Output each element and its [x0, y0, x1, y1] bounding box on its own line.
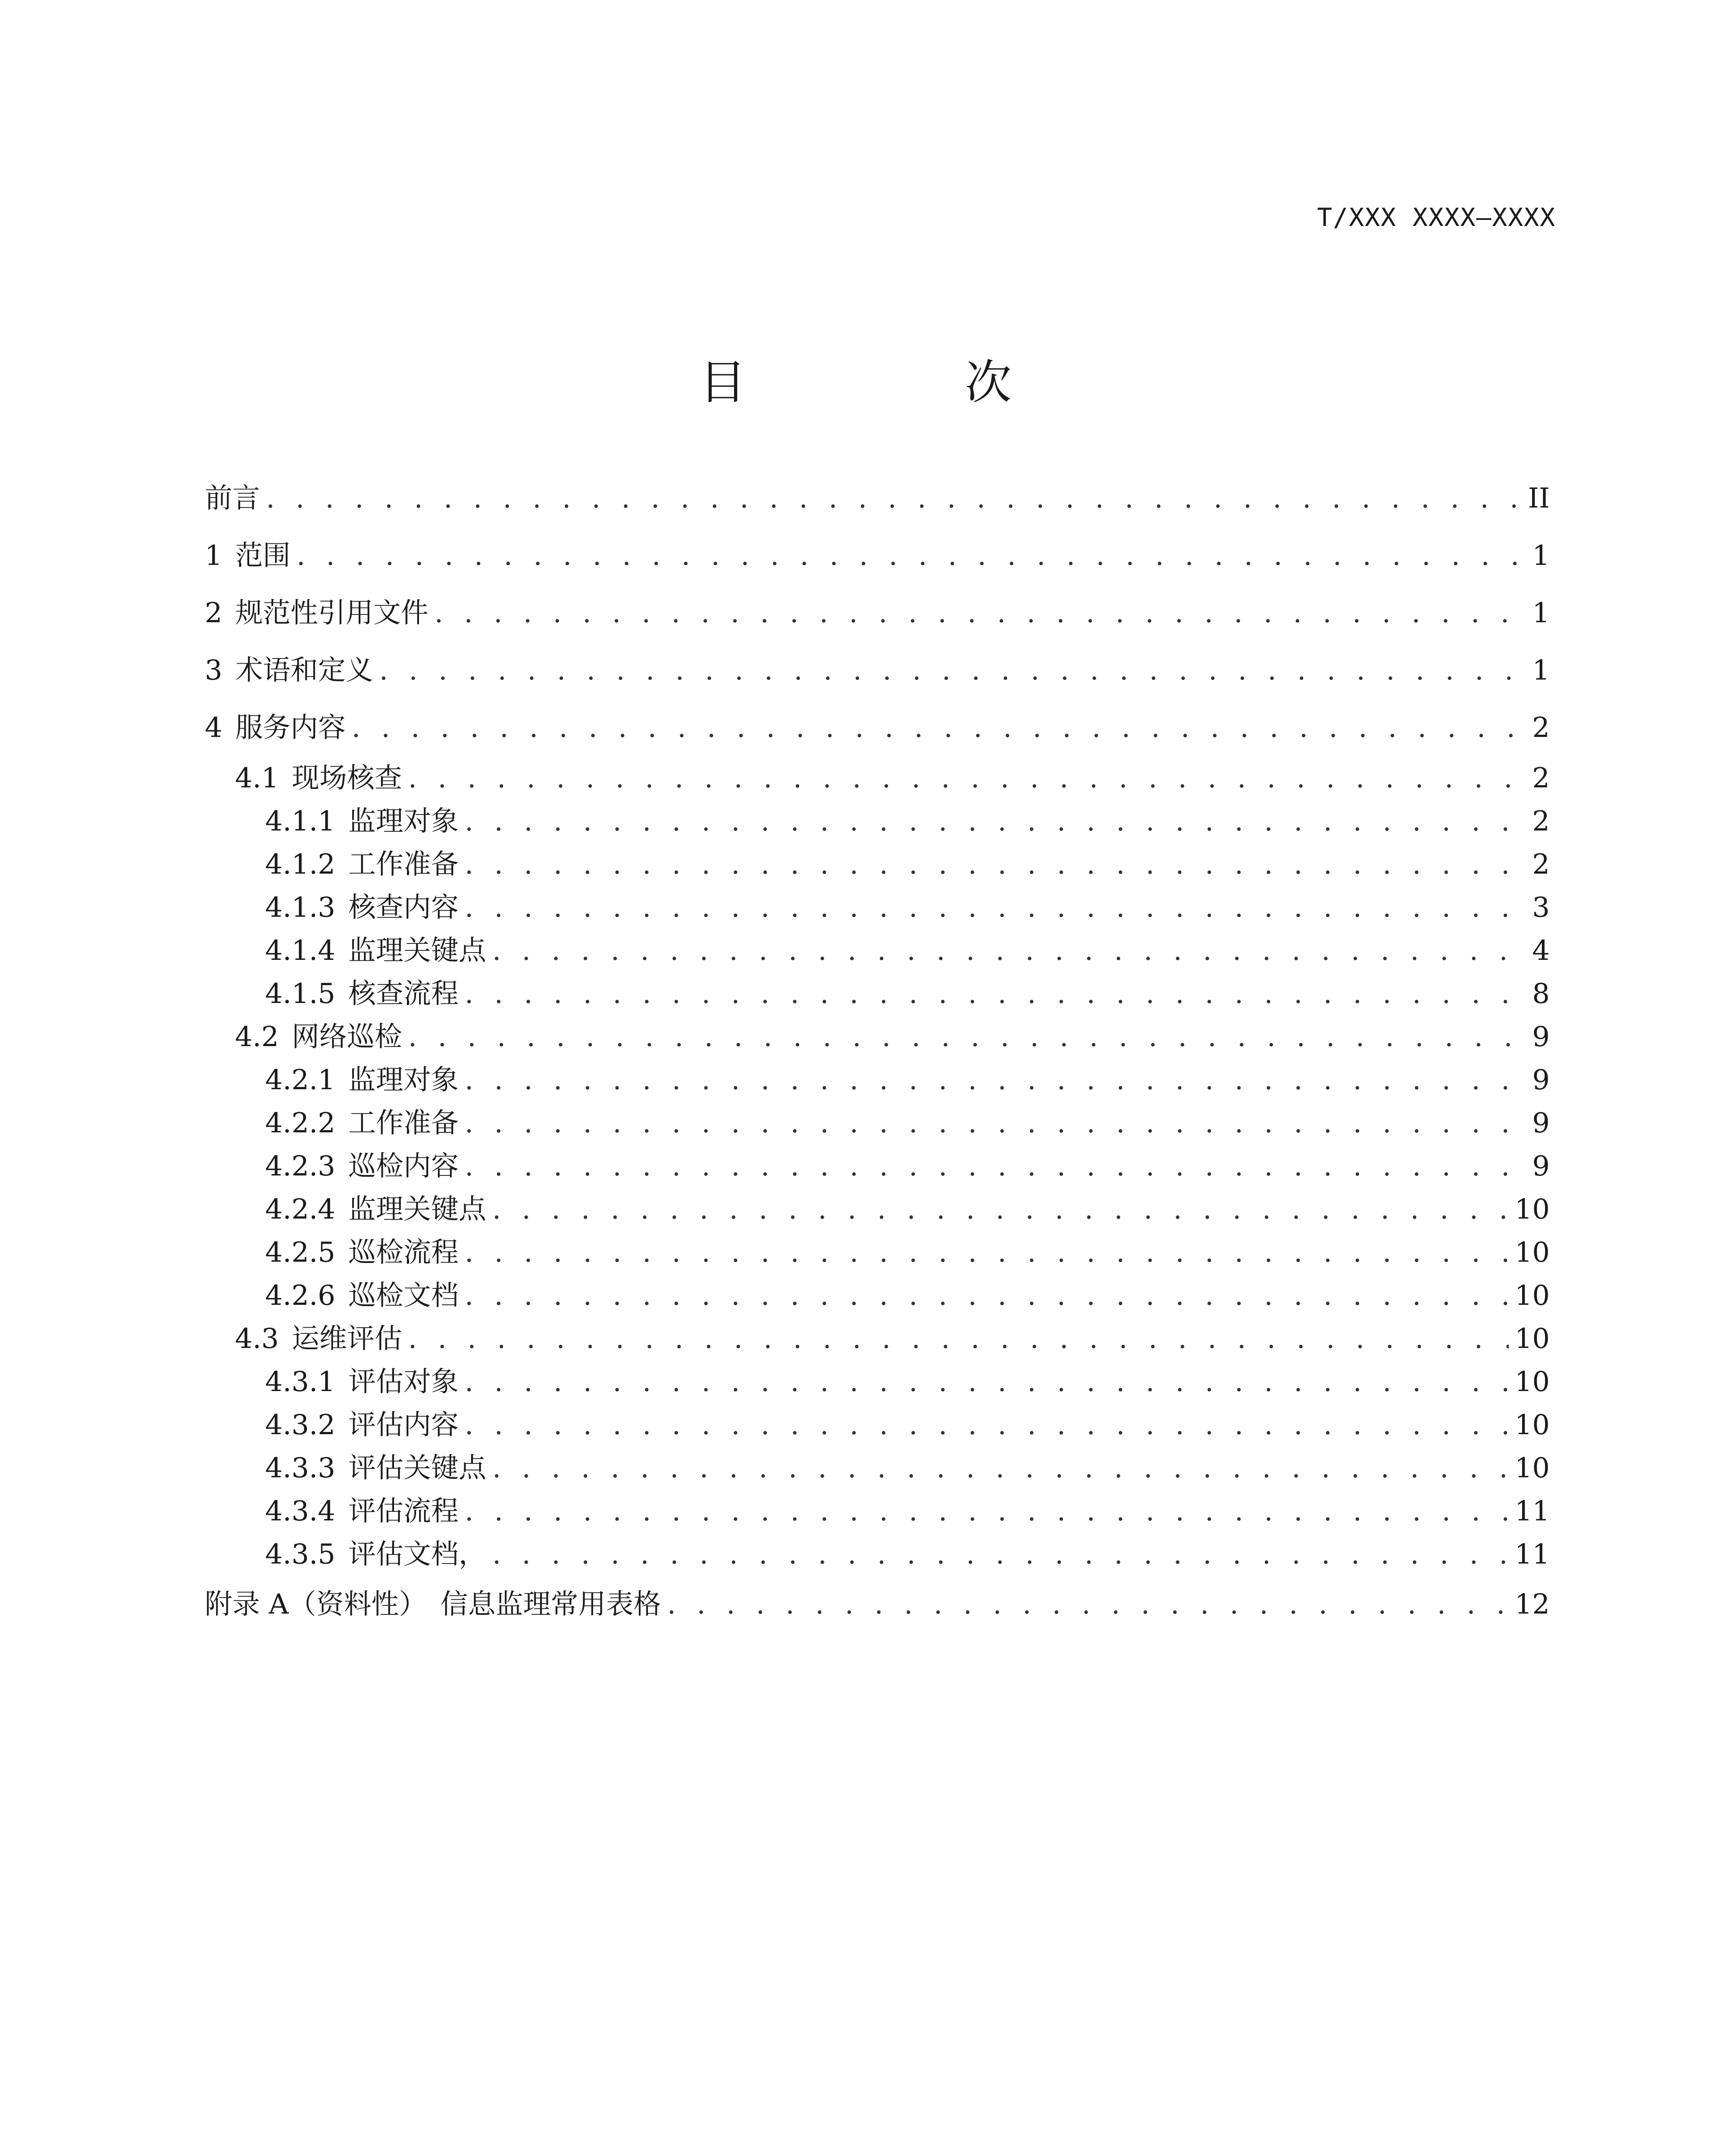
toc-entry-label: 服务内容 — [235, 712, 346, 744]
toc-entry-label: 前言 — [205, 483, 260, 514]
toc-entry-label: 巡检内容 — [348, 1150, 459, 1182]
toc-entry[interactable] — [205, 585, 1550, 642]
toc-entry-label: 附录 A（资料性） 信息监理常用表格 — [205, 1589, 661, 1620]
toc-leader-dots — [465, 1404, 1509, 1447]
toc-entry-number: 1 — [205, 540, 222, 572]
toc-leader-dots — [379, 642, 1518, 699]
toc-entry-page: 11 — [1514, 1539, 1550, 1570]
toc-entry-label: 网络巡检 — [291, 1021, 402, 1053]
toc-entry-number: 4.1.4 — [265, 935, 335, 967]
toc-entry-page: 10 — [1514, 1280, 1550, 1312]
toc-entry[interactable] — [205, 1102, 1550, 1145]
toc-entry-label: 巡检流程 — [348, 1237, 459, 1269]
toc-entry[interactable] — [205, 642, 1550, 699]
toc-entry-page: 1 — [1532, 540, 1550, 572]
toc-entry-number: 4.2.1 — [265, 1064, 335, 1096]
toc-entry[interactable] — [205, 843, 1550, 886]
toc-entry-page: 10 — [1514, 1366, 1550, 1398]
toc-entry-number: 4.2 — [235, 1021, 279, 1053]
toc-entry-number: 4.2.5 — [265, 1237, 335, 1269]
toc-entry[interactable] — [205, 1533, 1550, 1576]
toc-leader-dots — [667, 1576, 1509, 1633]
toc-leader-dots — [465, 1145, 1518, 1188]
toc-leader-dots — [435, 585, 1518, 642]
toc-leader-dots — [465, 1231, 1509, 1274]
toc-entry-label: 评估对象 — [348, 1366, 459, 1398]
toc-entry-page: 10 — [1514, 1237, 1550, 1269]
document-code: T/XXX XXXX—XXXX — [1317, 203, 1556, 232]
toc-leader-dots — [408, 757, 1518, 800]
toc-entry-label: 核查内容 — [348, 892, 459, 924]
toc-entry-page: 2 — [1532, 849, 1550, 881]
toc-entry-page: 2 — [1532, 805, 1550, 837]
toc-entry[interactable] — [205, 527, 1550, 585]
toc-leader-dots — [492, 1447, 1509, 1490]
toc-entry[interactable] — [205, 1447, 1550, 1490]
toc-leader-dots — [465, 1490, 1509, 1533]
toc-entry-page: 10 — [1514, 1323, 1550, 1355]
toc-entry[interactable] — [205, 757, 1550, 800]
toc-leader-dots — [465, 972, 1518, 1015]
toc-entry-label: 核查流程 — [348, 978, 459, 1010]
toc-entry-number: 4.1.5 — [265, 978, 335, 1010]
toc-entry-page: 8 — [1532, 978, 1550, 1010]
toc-leader-dots — [408, 1015, 1518, 1059]
toc-entry[interactable] — [205, 929, 1550, 972]
toc-entry-number: 4.2.2 — [265, 1107, 335, 1139]
toc-entry-label: 监理对象 — [348, 1064, 459, 1096]
toc-entry[interactable] — [205, 1059, 1550, 1102]
toc-entry-page: 9 — [1532, 1150, 1550, 1182]
toc-entry-page: 9 — [1532, 1107, 1550, 1139]
toc-entry-page: 1 — [1532, 597, 1550, 629]
toc-leader-dots — [492, 1188, 1509, 1231]
toc-entry-page: 2 — [1532, 762, 1550, 794]
toc-entry-number: 4.2.4 — [265, 1194, 335, 1225]
toc-entry-page: 10 — [1514, 1452, 1550, 1484]
toc-entry[interactable] — [205, 1404, 1550, 1447]
toc-entry-number: 4.3.5 — [265, 1539, 335, 1570]
toc-entry-number: 4.3.1 — [265, 1366, 335, 1398]
toc-entry-label: 监理关键点 — [348, 935, 486, 967]
toc-entry[interactable] — [205, 1490, 1550, 1533]
toc-entry-page: 11 — [1514, 1495, 1550, 1527]
toc-entry-page: 1 — [1532, 655, 1550, 686]
toc-entry-label: 范围 — [235, 540, 291, 572]
toc-leader-dots — [492, 1533, 1509, 1576]
page-title: 目 次 — [699, 356, 1098, 410]
toc-entry-page: 9 — [1532, 1021, 1550, 1053]
toc-entry-number: 4.3.3 — [265, 1452, 335, 1484]
toc-entry[interactable] — [205, 800, 1550, 843]
toc-leader-dots — [465, 1102, 1518, 1145]
toc-entry-number: 4.3.4 — [265, 1495, 335, 1527]
toc-entry[interactable] — [205, 699, 1550, 757]
toc-entry-label: 评估内容 — [348, 1409, 459, 1441]
toc-entry[interactable] — [205, 1360, 1550, 1404]
toc-entry-label: 工作准备 — [348, 849, 459, 881]
toc-entry-page: 3 — [1532, 892, 1550, 924]
toc-entry[interactable] — [205, 886, 1550, 929]
toc-leader-dots — [465, 800, 1518, 843]
toc-entry-page: II — [1528, 483, 1550, 514]
toc-entry-page: 2 — [1532, 712, 1550, 744]
toc-entry-label: 现场核查 — [291, 762, 402, 794]
toc-entry[interactable] — [205, 1015, 1550, 1059]
toc-entry[interactable] — [205, 1231, 1550, 1274]
toc-entry-number: 4 — [205, 712, 222, 744]
toc-leader-dots — [408, 1317, 1509, 1360]
toc-entry-label: 巡检文档 — [348, 1280, 459, 1312]
toc-entry[interactable] — [205, 1145, 1550, 1188]
toc-entry[interactable] — [205, 1317, 1550, 1360]
toc-entry[interactable] — [205, 972, 1550, 1015]
toc-entry[interactable] — [205, 1576, 1550, 1633]
toc-leader-dots — [266, 470, 1518, 527]
toc-entry-label: 评估文档， — [348, 1539, 486, 1570]
toc-entry-label: 规范性引用文件 — [235, 597, 429, 629]
toc-entry[interactable] — [205, 470, 1550, 527]
toc-entry-label: 监理对象 — [348, 805, 459, 837]
toc-entry-number: 4.1.1 — [265, 805, 335, 837]
toc-entry-number: 4.3.2 — [265, 1409, 335, 1441]
toc-entry-number: 4.2.6 — [265, 1280, 335, 1312]
toc-entry-number: 4.1.3 — [265, 892, 335, 924]
toc-leader-dots — [352, 699, 1518, 757]
toc-leader-dots — [465, 886, 1518, 929]
toc-leader-dots — [297, 527, 1518, 585]
toc-entry-label: 工作准备 — [348, 1107, 459, 1139]
toc-entry[interactable] — [205, 1274, 1550, 1317]
toc-entry-page: 10 — [1514, 1409, 1550, 1441]
toc-entry-page: 12 — [1514, 1589, 1550, 1620]
toc-entry[interactable] — [205, 1188, 1550, 1231]
table-of-contents — [205, 470, 1550, 1633]
toc-entry-page: 9 — [1532, 1064, 1550, 1096]
toc-leader-dots — [492, 929, 1518, 972]
toc-entry-label: 监理关键点 — [348, 1194, 486, 1225]
toc-entry-number: 3 — [205, 655, 222, 686]
toc-leader-dots — [465, 1360, 1509, 1404]
toc-entry-number: 4.2.3 — [265, 1150, 335, 1182]
toc-entry-page: 10 — [1514, 1194, 1550, 1225]
toc-leader-dots — [465, 1274, 1509, 1317]
toc-entry-label: 评估关键点 — [348, 1452, 486, 1484]
toc-entry-page: 4 — [1532, 935, 1550, 967]
toc-entry-label: 术语和定义 — [235, 655, 373, 686]
toc-entry-label: 运维评估 — [291, 1323, 402, 1355]
toc-leader-dots — [465, 1059, 1518, 1102]
toc-entry-number: 4.1.2 — [265, 849, 335, 881]
toc-entry-label: 评估流程 — [348, 1495, 459, 1527]
toc-entry-number: 4.1 — [235, 762, 279, 794]
toc-entry-number: 4.3 — [235, 1323, 279, 1355]
toc-entry-number: 2 — [205, 597, 222, 629]
toc-leader-dots — [465, 843, 1518, 886]
